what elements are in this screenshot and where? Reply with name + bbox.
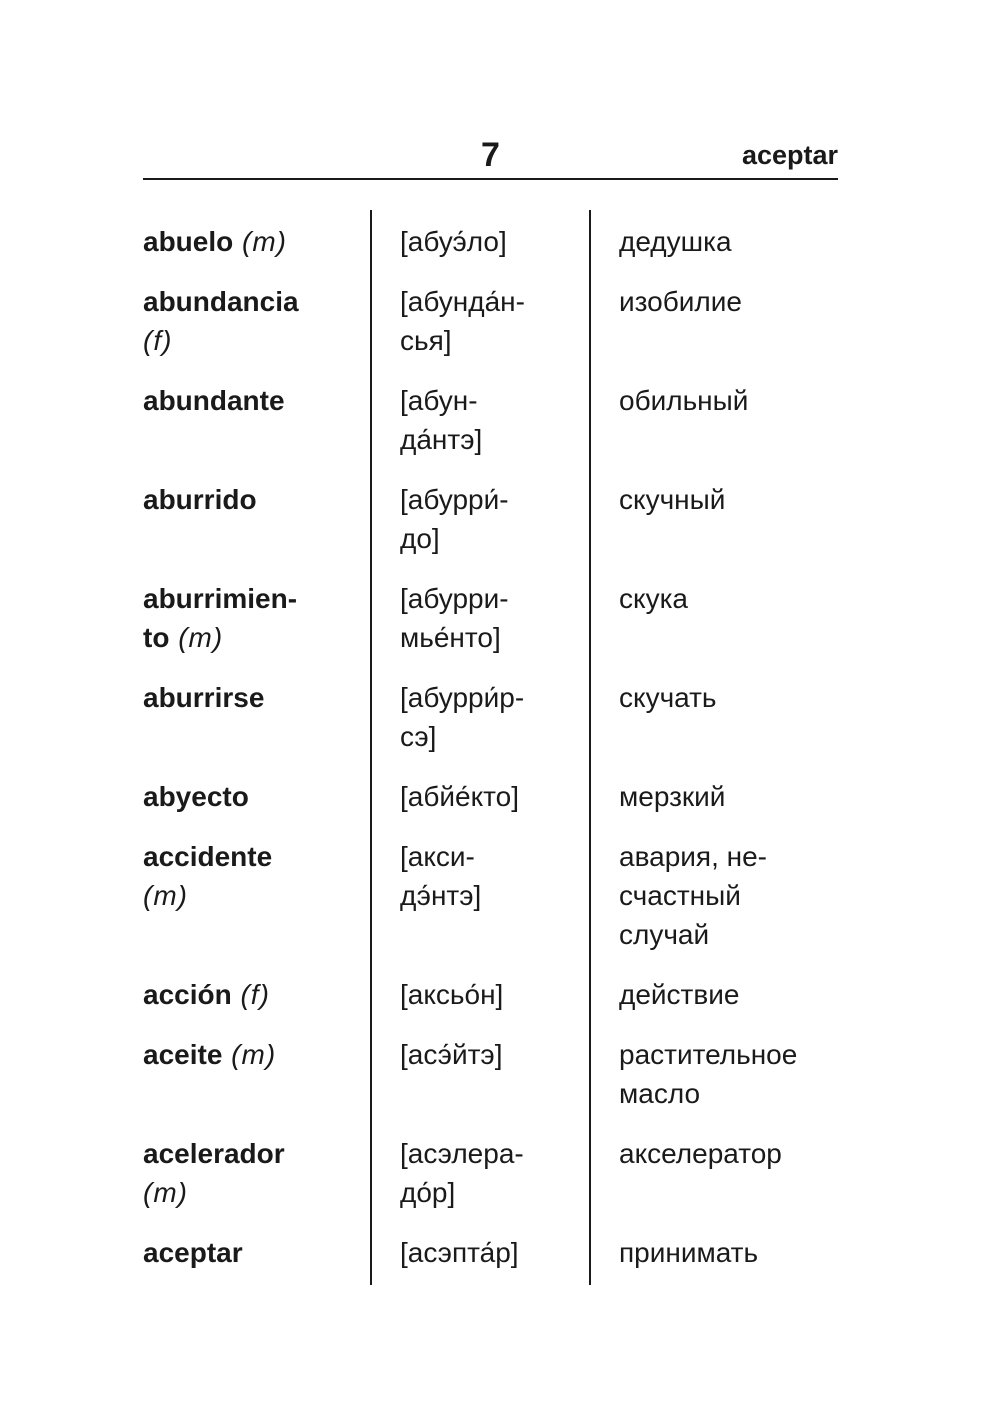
gender-marker: (f) <box>231 979 270 1010</box>
dictionary-entry <box>143 837 843 975</box>
gender-marker: (m) <box>143 880 188 911</box>
translation: скучный <box>619 484 726 515</box>
dictionary-entry <box>143 480 843 579</box>
headword: aceite <box>143 1039 223 1070</box>
headword: acelerador <box>143 1138 285 1169</box>
dictionary-entry <box>143 222 843 282</box>
gender-marker: (m) <box>143 1177 188 1208</box>
dictionary-entry <box>143 282 843 381</box>
dictionary-entry <box>143 1035 843 1134</box>
translation: дедушка <box>619 226 732 257</box>
dictionary-entry <box>143 777 843 837</box>
gender-marker: (m) <box>222 1039 277 1070</box>
translation: обильный <box>619 385 749 416</box>
dictionary-entry <box>143 1233 843 1293</box>
headword-cell <box>143 837 363 915</box>
translation: изобилие <box>619 286 742 317</box>
pronunciation: [абурри- мье́нто] <box>400 583 509 653</box>
headword-cell <box>143 222 363 261</box>
headword: abundante <box>143 385 285 416</box>
dictionary-entries <box>143 222 843 1293</box>
headword: aceptar <box>143 1237 243 1268</box>
gender-marker: (m) <box>169 622 224 653</box>
translation: принимать <box>619 1237 759 1268</box>
pronunciation: [абйе́кто] <box>400 781 520 812</box>
translation: авария, не- счастный случай <box>619 841 767 950</box>
dictionary-entry <box>143 579 843 678</box>
headword-cell <box>143 1035 363 1074</box>
translation: мерзкий <box>619 781 726 812</box>
headword: accidente <box>143 841 273 872</box>
dictionary-entry <box>143 678 843 777</box>
pronunciation: [абун- да́нтэ] <box>400 385 483 455</box>
translation: акселератор <box>619 1138 782 1169</box>
pronunciation: [абунда́н- сья] <box>400 286 525 356</box>
headword-cell <box>143 381 363 420</box>
headword: acción <box>143 979 232 1010</box>
page-number: 7 <box>481 136 500 174</box>
pronunciation: [асэлера- до́р] <box>400 1138 524 1208</box>
running-head: aceptar <box>741 140 838 170</box>
pronunciation: [аксьо́н] <box>400 979 504 1010</box>
headword-cell <box>143 975 363 1014</box>
headword-cell <box>143 282 363 360</box>
headword: aburrirse <box>143 682 265 713</box>
headword-cell <box>143 678 363 717</box>
pronunciation: [абурри́р- сэ] <box>400 682 525 752</box>
headword: abundancia <box>143 286 299 317</box>
pronunciation: [асэ́йтэ] <box>400 1039 503 1070</box>
translation: скучать <box>619 682 717 713</box>
page-header <box>143 130 838 180</box>
headword-cell <box>143 579 363 657</box>
headword: abyecto <box>143 781 249 812</box>
pronunciation: [акси- дэ́нтэ] <box>400 841 482 911</box>
headword: aburrimien- to <box>143 583 298 653</box>
headword: abuelo <box>143 226 234 257</box>
headword-cell <box>143 777 363 816</box>
headword: aburrido <box>143 484 257 515</box>
gender-marker: (m) <box>233 226 287 257</box>
pronunciation: [асэпта́р] <box>400 1237 519 1268</box>
pronunciation: [абурри́- до] <box>400 484 509 554</box>
headword-cell <box>143 1134 363 1212</box>
translation: скука <box>619 583 689 614</box>
headword-cell <box>143 480 363 519</box>
pronunciation: [абуэ́ло] <box>400 226 507 257</box>
dictionary-entry <box>143 975 843 1035</box>
headword-cell <box>143 1233 363 1272</box>
translation: действие <box>619 979 740 1010</box>
dictionary-entry <box>143 1134 843 1233</box>
gender-marker: (f) <box>143 325 173 356</box>
dictionary-entry <box>143 381 843 480</box>
translation: растительное масло <box>619 1039 798 1109</box>
